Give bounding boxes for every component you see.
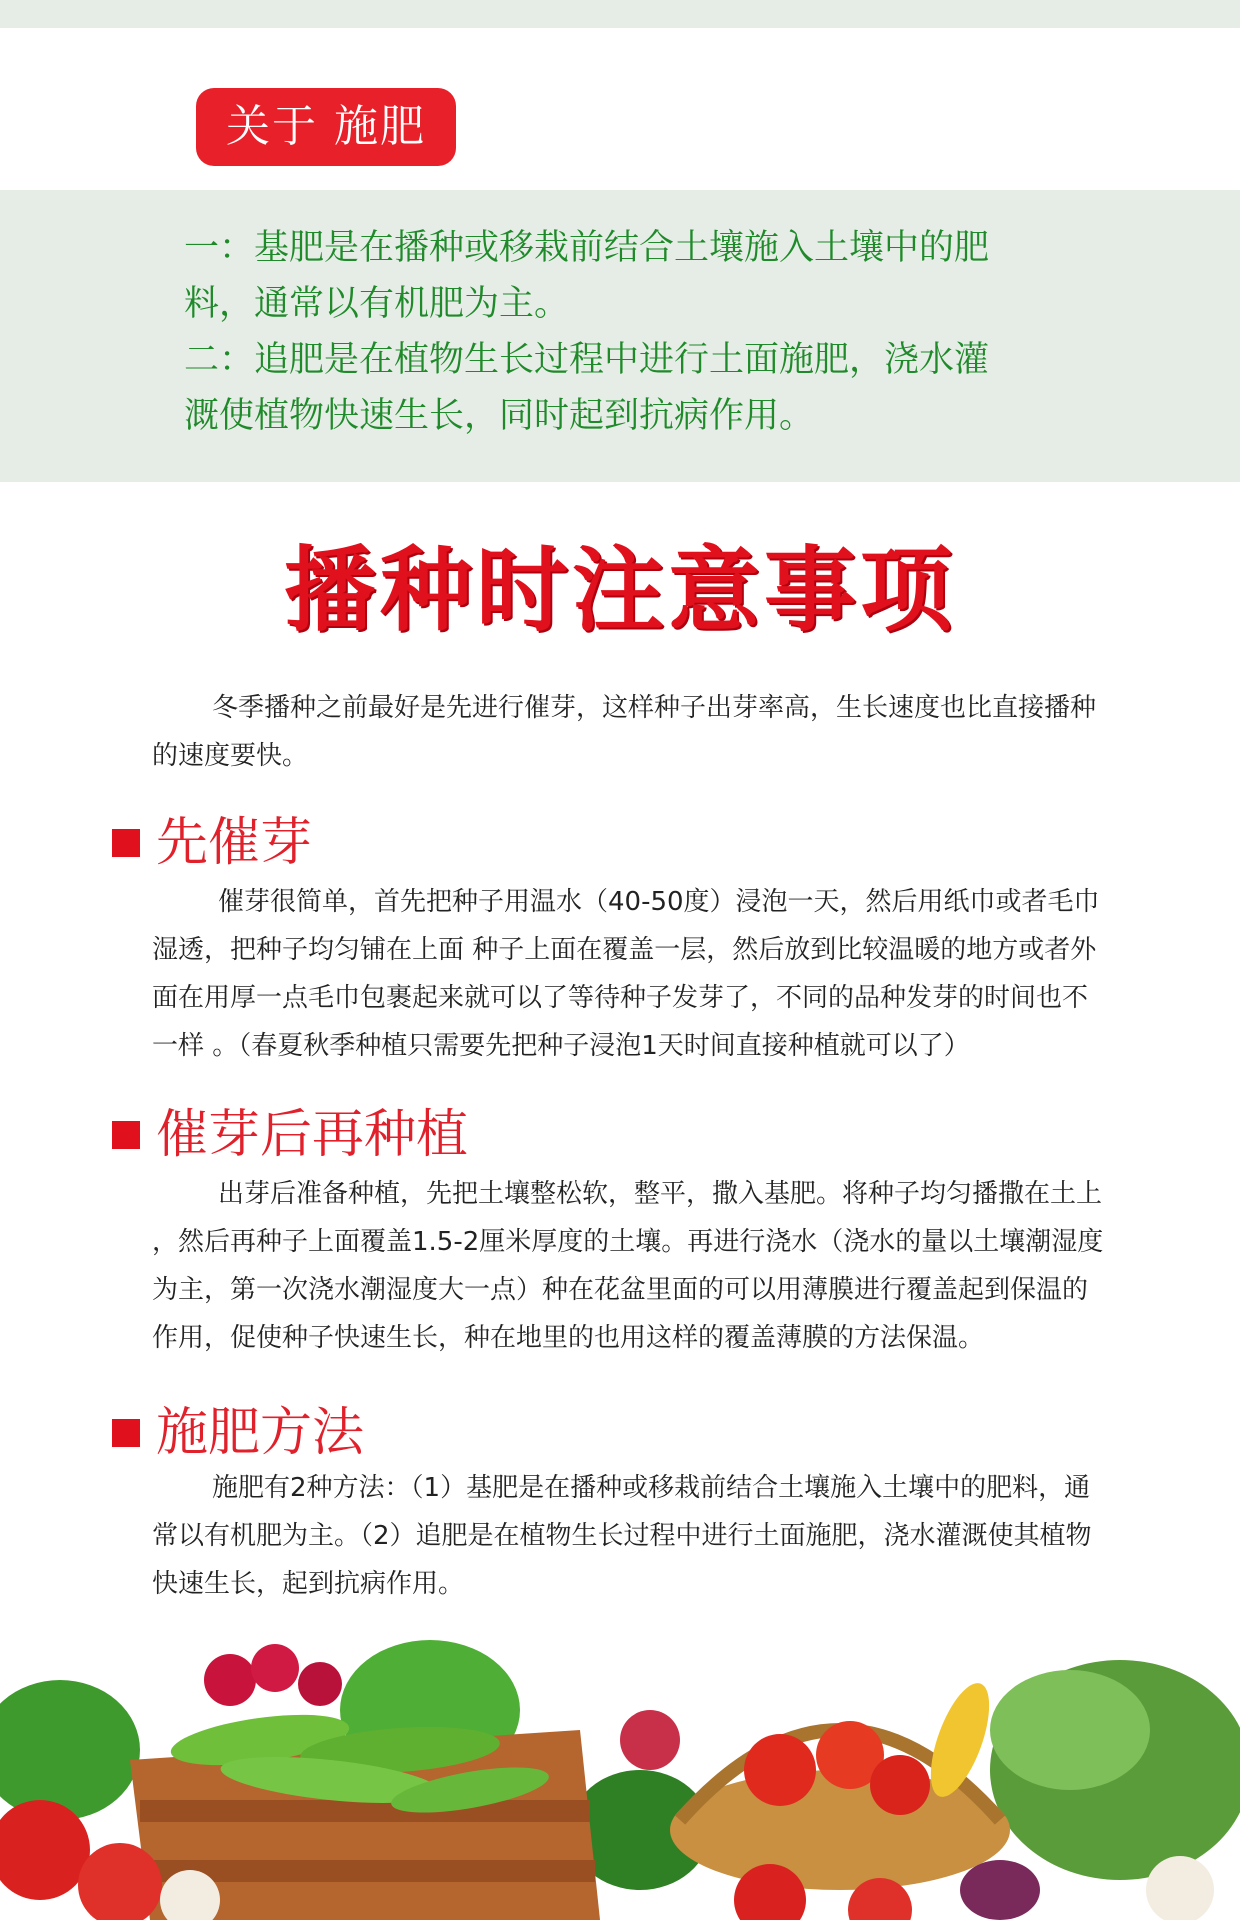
vegetables-illustration — [0, 1620, 1240, 1920]
top-strip — [0, 0, 1240, 28]
note-line: 二：追肥是在植物生长过程中进行土面施肥，浇水灌 — [184, 340, 990, 380]
section-text-line: 催芽很简单，首先把种子用温水（40-50度）浸泡一天，然后用纸巾或者毛巾 — [218, 887, 1100, 917]
section-text-line: ，然后再种子上面覆盖1.5-2厘米厚度的土壤。再进行浇水（浇水的量以土壤潮湿度 — [152, 1227, 1104, 1257]
section-text-line: 快速生长，起到抗病作用。 — [152, 1569, 465, 1599]
section-text-line: 常以有机肥为主。（2）追肥是在植物生长过程中进行土面施肥，浇水灌溉使其植物 — [152, 1521, 1092, 1551]
intro-line: 的速度要快。 — [152, 741, 309, 771]
section-text-line: 面在用厚一点毛巾包裹起来就可以了等待种子发芽了，不同的品种发芽的时间也不 — [152, 983, 1089, 1013]
note-line: 溉使植物快速生长，同时起到抗病作用。 — [184, 396, 815, 436]
section-text-line: 作用，促使种子快速生长，种在地里的也用这样的覆盖薄膜的方法保温。 — [152, 1323, 985, 1353]
main-title: 播种时注意事项 — [283, 537, 956, 644]
section-text-line: 为主，第一次浇水潮湿度大一点）种在花盆里面的可以用薄膜进行覆盖起到保温的 — [152, 1275, 1089, 1305]
section-text-line: 出芽后准备种植，先把土壤整松软，整平，撒入基肥。将种子均匀播撒在土上 — [218, 1179, 1103, 1209]
red-square-bullet-icon — [112, 1121, 140, 1149]
fertilizer-notes-panel — [0, 190, 1240, 482]
red-square-bullet-icon — [112, 1419, 140, 1447]
section-heading-fertilizing: 施肥方法 — [112, 1398, 364, 1468]
about-fertilizing-badge: 关于 施肥 — [196, 88, 456, 166]
section-text-line: 一样 。（春夏秋季种植只需要先把种子浸泡1天时间直接种植就可以了） — [152, 1031, 970, 1061]
note-line: 料，通常以有机肥为主。 — [184, 284, 570, 324]
intro-line: 冬季播种之前最好是先进行催芽，这样种子出芽率高，生长速度也比直接播种 — [212, 693, 1097, 723]
section-text-line: 湿透，把种子均匀铺在上面 种子上面在覆盖一层，然后放到比较温暖的地方或者外 — [152, 935, 1097, 965]
section-heading-planting: 催芽后再种植 — [112, 1100, 468, 1170]
section-text-line: 施肥有2种方法：（1）基肥是在播种或移栽前结合土壤施入土壤中的肥料，通 — [212, 1473, 1091, 1503]
red-square-bullet-icon — [112, 829, 140, 857]
note-line: 一：基肥是在播种或移栽前结合土壤施入土壤中的肥 — [184, 228, 990, 268]
section-heading-sprouting: 先催芽 — [112, 808, 312, 878]
